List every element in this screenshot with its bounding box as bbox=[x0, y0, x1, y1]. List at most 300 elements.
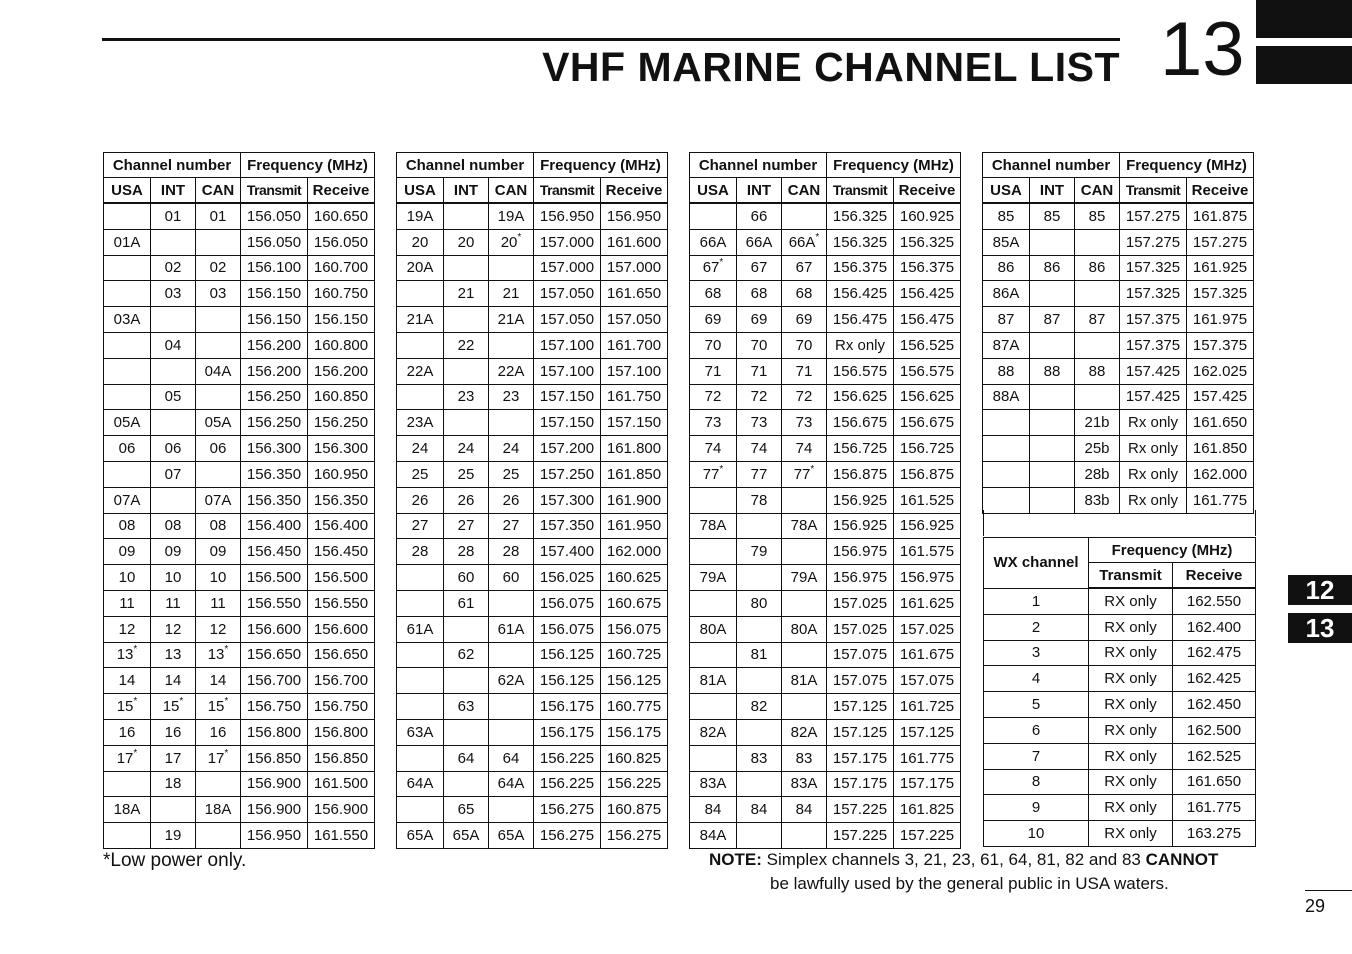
can-cell: 16 bbox=[196, 719, 241, 745]
frequency-header: Frequency (MHz) bbox=[241, 153, 375, 178]
table-row bbox=[984, 692, 1256, 718]
wx-receive-cell: 162.500 bbox=[1173, 717, 1256, 743]
table-row bbox=[397, 745, 668, 771]
table-row bbox=[104, 771, 375, 797]
note-text-line2: be lawfully used by the general public in USA waters. bbox=[770, 874, 1169, 893]
table-row bbox=[104, 487, 375, 513]
can-cell: 83A bbox=[782, 771, 827, 797]
table-row bbox=[690, 590, 961, 616]
can-cell: 62A bbox=[489, 668, 534, 694]
table-row bbox=[397, 436, 668, 462]
transmit-cell: Rx only bbox=[1120, 487, 1187, 513]
receive-cell: 157.225 bbox=[894, 823, 961, 849]
can-cell: 61A bbox=[489, 616, 534, 642]
wx-transmit-cell: RX only bbox=[1089, 743, 1173, 769]
transmit-cell: 157.150 bbox=[534, 410, 601, 436]
receive-cell: 156.125 bbox=[601, 668, 668, 694]
receive-cell: 156.425 bbox=[894, 281, 961, 307]
transmit-cell: 156.225 bbox=[534, 745, 601, 771]
int-cell bbox=[444, 719, 489, 745]
wx-channel-cell: 2 bbox=[984, 614, 1089, 640]
transmit-cell: 156.375 bbox=[827, 255, 894, 281]
table-row bbox=[690, 513, 961, 539]
table-row bbox=[690, 436, 961, 462]
usa-header: USA bbox=[397, 178, 444, 204]
can-cell: 24 bbox=[489, 436, 534, 462]
page-number: 29 bbox=[1305, 896, 1326, 916]
transmit-cell: 157.000 bbox=[534, 229, 601, 255]
can-cell bbox=[196, 307, 241, 333]
note bbox=[709, 848, 1269, 896]
int-cell: 09 bbox=[151, 539, 196, 565]
usa-cell bbox=[690, 487, 737, 513]
receive-cell: 156.600 bbox=[308, 616, 375, 642]
usa-cell: 65A bbox=[397, 823, 444, 849]
wx-transmit-cell: RX only bbox=[1089, 821, 1173, 847]
usa-cell: 73 bbox=[690, 410, 737, 436]
receive-cell: 156.850 bbox=[308, 745, 375, 771]
int-cell bbox=[151, 358, 196, 384]
usa-cell bbox=[397, 642, 444, 668]
int-header: INT bbox=[1030, 178, 1075, 204]
usa-cell: 21A bbox=[397, 307, 444, 333]
table-spacer bbox=[983, 510, 1256, 536]
int-cell bbox=[444, 307, 489, 333]
int-cell: 27 bbox=[444, 513, 489, 539]
receive-cell: 160.950 bbox=[308, 461, 375, 487]
receive-cell: 156.550 bbox=[308, 590, 375, 616]
transmit-cell: 156.325 bbox=[827, 229, 894, 255]
table-row bbox=[983, 358, 1254, 384]
receive-header: Receive bbox=[894, 178, 961, 204]
receive-cell: 161.850 bbox=[1187, 436, 1254, 462]
transmit-cell: 156.700 bbox=[241, 668, 308, 694]
table-row bbox=[983, 461, 1254, 487]
footnote: *Low power only. bbox=[103, 850, 247, 871]
wx-receive-cell: 162.425 bbox=[1173, 666, 1256, 692]
table-row bbox=[104, 797, 375, 823]
usa-cell: 77* bbox=[690, 461, 737, 487]
can-cell bbox=[782, 539, 827, 565]
usa-header: USA bbox=[104, 178, 151, 204]
can-cell: 02 bbox=[196, 255, 241, 281]
int-cell: 66 bbox=[737, 203, 782, 229]
int-cell: 18 bbox=[151, 771, 196, 797]
transmit-cell: 156.800 bbox=[241, 719, 308, 745]
int-cell bbox=[737, 823, 782, 849]
usa-cell: 72 bbox=[690, 384, 737, 410]
table-row bbox=[984, 640, 1256, 666]
transmit-cell: 157.125 bbox=[827, 694, 894, 720]
table-row bbox=[397, 797, 668, 823]
wx-receive-cell: 163.275 bbox=[1173, 821, 1256, 847]
usa-cell: 82A bbox=[690, 719, 737, 745]
wx-channel-cell: 3 bbox=[984, 640, 1089, 666]
int-cell: 24 bbox=[444, 436, 489, 462]
receive-cell: 156.800 bbox=[308, 719, 375, 745]
can-cell: 80A bbox=[782, 616, 827, 642]
int-cell: 84 bbox=[737, 797, 782, 823]
receive-cell: 156.450 bbox=[308, 539, 375, 565]
int-cell: 13 bbox=[151, 642, 196, 668]
usa-cell bbox=[104, 384, 151, 410]
int-cell: 14 bbox=[151, 668, 196, 694]
frequency-header: Frequency (MHz) bbox=[534, 153, 668, 178]
receive-cell: 156.475 bbox=[894, 307, 961, 333]
int-header: INT bbox=[444, 178, 489, 204]
table-row bbox=[690, 616, 961, 642]
can-cell: 06 bbox=[196, 436, 241, 462]
transmit-cell: 156.750 bbox=[241, 694, 308, 720]
transmit-cell: 157.375 bbox=[1120, 307, 1187, 333]
can-cell: 83b bbox=[1075, 487, 1120, 513]
transmit-cell: 156.975 bbox=[827, 539, 894, 565]
receive-cell: 160.925 bbox=[894, 203, 961, 229]
int-cell: 85 bbox=[1030, 203, 1075, 229]
transmit-cell: 157.400 bbox=[534, 539, 601, 565]
can-cell: 70 bbox=[782, 332, 827, 358]
receive-cell: 157.175 bbox=[894, 771, 961, 797]
can-cell bbox=[1075, 332, 1120, 358]
receive-cell: 156.050 bbox=[308, 229, 375, 255]
int-cell: 15* bbox=[151, 694, 196, 720]
usa-cell bbox=[690, 745, 737, 771]
transmit-cell: 156.900 bbox=[241, 797, 308, 823]
transmit-cell: 156.175 bbox=[534, 694, 601, 720]
receive-cell: 161.675 bbox=[894, 642, 961, 668]
usa-cell: 07A bbox=[104, 487, 151, 513]
transmit-cell: 157.275 bbox=[1120, 229, 1187, 255]
receive-cell: 157.375 bbox=[1187, 332, 1254, 358]
receive-cell: 161.750 bbox=[601, 384, 668, 410]
can-cell: 79A bbox=[782, 565, 827, 591]
usa-cell: 71 bbox=[690, 358, 737, 384]
can-cell bbox=[196, 461, 241, 487]
usa-cell: 24 bbox=[397, 436, 444, 462]
table-row bbox=[397, 565, 668, 591]
transmit-cell: 156.150 bbox=[241, 307, 308, 333]
can-cell: 60 bbox=[489, 565, 534, 591]
can-cell bbox=[489, 797, 534, 823]
receive-cell: 156.725 bbox=[894, 436, 961, 462]
table-row bbox=[397, 719, 668, 745]
can-cell: 19A bbox=[489, 203, 534, 229]
receive-cell: 156.975 bbox=[894, 565, 961, 591]
receive-cell: 161.625 bbox=[894, 590, 961, 616]
transmit-cell: 156.300 bbox=[241, 436, 308, 462]
int-cell: 19 bbox=[151, 823, 196, 849]
int-cell bbox=[1030, 384, 1075, 410]
int-cell: 62 bbox=[444, 642, 489, 668]
transmit-cell: 156.400 bbox=[241, 513, 308, 539]
chapter-tab-13[interactable]: 13 bbox=[1288, 613, 1352, 643]
int-cell: 22 bbox=[444, 332, 489, 358]
usa-cell: 11 bbox=[104, 590, 151, 616]
transmit-cell: 156.250 bbox=[241, 410, 308, 436]
int-cell: 73 bbox=[737, 410, 782, 436]
can-cell: 13* bbox=[196, 642, 241, 668]
can-header: CAN bbox=[196, 178, 241, 204]
note-emphasis: CANNOT bbox=[1145, 850, 1219, 869]
table-row bbox=[397, 203, 668, 229]
can-cell: 09 bbox=[196, 539, 241, 565]
transmit-cell: 157.200 bbox=[534, 436, 601, 462]
transmit-cell: 157.025 bbox=[827, 616, 894, 642]
table-row bbox=[983, 307, 1254, 333]
int-cell bbox=[151, 797, 196, 823]
int-cell bbox=[737, 719, 782, 745]
receive-cell: 162.025 bbox=[1187, 358, 1254, 384]
receive-header: Receive bbox=[308, 178, 375, 204]
receive-cell: 162.000 bbox=[601, 539, 668, 565]
receive-cell: 160.825 bbox=[601, 745, 668, 771]
can-cell: 82A bbox=[782, 719, 827, 745]
table-row bbox=[104, 410, 375, 436]
transmit-cell: 156.475 bbox=[827, 307, 894, 333]
can-cell: 01 bbox=[196, 203, 241, 229]
receive-cell: 161.525 bbox=[894, 487, 961, 513]
receive-cell: 156.950 bbox=[601, 203, 668, 229]
usa-cell bbox=[397, 565, 444, 591]
table-row bbox=[983, 229, 1254, 255]
receive-cell: 160.875 bbox=[601, 797, 668, 823]
channel-number-header: Channel number bbox=[983, 153, 1120, 178]
int-cell: 78 bbox=[737, 487, 782, 513]
can-cell: 77* bbox=[782, 461, 827, 487]
transmit-cell: 156.275 bbox=[534, 797, 601, 823]
receive-cell: 156.350 bbox=[308, 487, 375, 513]
table-row bbox=[690, 642, 961, 668]
table-row bbox=[690, 281, 961, 307]
table-row bbox=[104, 332, 375, 358]
receive-cell: 157.050 bbox=[601, 307, 668, 333]
table-row bbox=[690, 384, 961, 410]
can-cell bbox=[196, 823, 241, 849]
receive-cell: 156.400 bbox=[308, 513, 375, 539]
receive-cell: 156.700 bbox=[308, 668, 375, 694]
channel-table-4 bbox=[982, 152, 1254, 514]
usa-cell bbox=[104, 203, 151, 229]
chapter-marker-bar bbox=[1256, 46, 1352, 84]
can-cell: 12 bbox=[196, 616, 241, 642]
usa-cell bbox=[104, 255, 151, 281]
table-row bbox=[397, 255, 668, 281]
table-row bbox=[984, 743, 1256, 769]
usa-cell bbox=[397, 797, 444, 823]
can-cell bbox=[1075, 281, 1120, 307]
transmit-cell: 156.350 bbox=[241, 487, 308, 513]
table-row bbox=[397, 358, 668, 384]
int-cell bbox=[151, 487, 196, 513]
table-row bbox=[690, 797, 961, 823]
usa-cell: 64A bbox=[397, 771, 444, 797]
int-cell bbox=[1030, 461, 1075, 487]
table-row bbox=[104, 616, 375, 642]
usa-cell bbox=[983, 410, 1030, 436]
can-cell: 08 bbox=[196, 513, 241, 539]
receive-cell: 161.975 bbox=[1187, 307, 1254, 333]
table-row bbox=[397, 487, 668, 513]
wx-channel-cell: 5 bbox=[984, 692, 1089, 718]
receive-cell: 156.650 bbox=[308, 642, 375, 668]
receive-cell: 156.900 bbox=[308, 797, 375, 823]
table-row bbox=[397, 332, 668, 358]
table-row bbox=[984, 821, 1256, 847]
can-cell: 11 bbox=[196, 590, 241, 616]
wx-transmit-cell: RX only bbox=[1089, 692, 1173, 718]
can-cell: 28b bbox=[1075, 461, 1120, 487]
receive-cell: 157.275 bbox=[1187, 229, 1254, 255]
usa-cell: 08 bbox=[104, 513, 151, 539]
wx-transmit-cell: RX only bbox=[1089, 588, 1173, 614]
receive-cell: 160.800 bbox=[308, 332, 375, 358]
table-row bbox=[397, 642, 668, 668]
header-rule bbox=[102, 38, 1120, 41]
transmit-cell: 156.450 bbox=[241, 539, 308, 565]
transmit-cell: 157.075 bbox=[827, 668, 894, 694]
receive-cell: 156.750 bbox=[308, 694, 375, 720]
can-cell: 27 bbox=[489, 513, 534, 539]
usa-cell: 66A bbox=[690, 229, 737, 255]
can-cell: 21A bbox=[489, 307, 534, 333]
usa-cell: 14 bbox=[104, 668, 151, 694]
wx-channel-cell: 6 bbox=[984, 717, 1089, 743]
receive-cell: 161.925 bbox=[1187, 255, 1254, 281]
wx-transmit-cell: RX only bbox=[1089, 666, 1173, 692]
int-cell: 86 bbox=[1030, 255, 1075, 281]
receive-cell: 157.000 bbox=[601, 255, 668, 281]
can-cell: 73 bbox=[782, 410, 827, 436]
usa-cell: 19A bbox=[397, 203, 444, 229]
usa-cell: 20 bbox=[397, 229, 444, 255]
table-row bbox=[984, 769, 1256, 795]
channel-table-1 bbox=[103, 152, 375, 849]
wx-channel-header: WX channel bbox=[984, 538, 1089, 589]
usa-cell: 85A bbox=[983, 229, 1030, 255]
transmit-cell: Rx only bbox=[1120, 461, 1187, 487]
table-row bbox=[983, 281, 1254, 307]
wx-receive-cell: 161.775 bbox=[1173, 795, 1256, 821]
int-cell bbox=[1030, 229, 1075, 255]
wx-receive-header: Receive bbox=[1173, 563, 1256, 589]
table-row bbox=[983, 384, 1254, 410]
can-header: CAN bbox=[1075, 178, 1120, 204]
transmit-cell: 157.425 bbox=[1120, 384, 1187, 410]
receive-cell: 161.875 bbox=[1187, 203, 1254, 229]
wx-transmit-cell: RX only bbox=[1089, 640, 1173, 666]
int-cell: 65A bbox=[444, 823, 489, 849]
transmit-cell: 156.250 bbox=[241, 384, 308, 410]
usa-cell bbox=[104, 358, 151, 384]
can-cell: 86 bbox=[1075, 255, 1120, 281]
receive-cell: 157.075 bbox=[894, 668, 961, 694]
table-row bbox=[397, 668, 668, 694]
usa-cell: 13* bbox=[104, 642, 151, 668]
channel-number-header: Channel number bbox=[397, 153, 534, 178]
can-cell bbox=[196, 229, 241, 255]
transmit-cell: 157.175 bbox=[827, 771, 894, 797]
receive-cell: 160.700 bbox=[308, 255, 375, 281]
usa-cell bbox=[104, 823, 151, 849]
table-row bbox=[104, 229, 375, 255]
transmit-header: Transmit bbox=[534, 178, 601, 204]
usa-cell: 68 bbox=[690, 281, 737, 307]
receive-cell: 160.625 bbox=[601, 565, 668, 591]
transmit-cell: 157.250 bbox=[534, 461, 601, 487]
usa-cell: 05A bbox=[104, 410, 151, 436]
can-cell: 17* bbox=[196, 745, 241, 771]
can-cell: 21b bbox=[1075, 410, 1120, 436]
int-cell bbox=[444, 255, 489, 281]
table-row bbox=[104, 307, 375, 333]
usa-cell: 28 bbox=[397, 539, 444, 565]
usa-cell: 80A bbox=[690, 616, 737, 642]
transmit-cell: 157.300 bbox=[534, 487, 601, 513]
receive-cell: 156.200 bbox=[308, 358, 375, 384]
int-cell bbox=[444, 771, 489, 797]
table-row bbox=[397, 461, 668, 487]
can-cell bbox=[782, 694, 827, 720]
usa-cell bbox=[397, 281, 444, 307]
chapter-tab-12[interactable]: 12 bbox=[1288, 575, 1352, 605]
note-text: Simplex channels 3, 21, 23, 61, 64, 81, 82 and 83 bbox=[761, 850, 1146, 869]
transmit-cell: 156.050 bbox=[241, 229, 308, 255]
transmit-cell: 157.125 bbox=[827, 719, 894, 745]
int-cell bbox=[444, 668, 489, 694]
can-cell bbox=[489, 332, 534, 358]
can-cell bbox=[489, 590, 534, 616]
int-cell: 12 bbox=[151, 616, 196, 642]
can-cell: 69 bbox=[782, 307, 827, 333]
usa-cell: 27 bbox=[397, 513, 444, 539]
table-row bbox=[104, 668, 375, 694]
table-row bbox=[104, 461, 375, 487]
usa-cell bbox=[104, 332, 151, 358]
transmit-cell: Rx only bbox=[1120, 436, 1187, 462]
wx-frequency-header: Frequency (MHz) bbox=[1089, 538, 1256, 563]
usa-cell: 86A bbox=[983, 281, 1030, 307]
transmit-cell: 156.600 bbox=[241, 616, 308, 642]
usa-cell: 12 bbox=[104, 616, 151, 642]
transmit-cell: 156.425 bbox=[827, 281, 894, 307]
int-cell: 10 bbox=[151, 565, 196, 591]
transmit-cell: 157.175 bbox=[827, 745, 894, 771]
table-row bbox=[104, 384, 375, 410]
receive-cell: 160.650 bbox=[308, 203, 375, 229]
int-cell: 64 bbox=[444, 745, 489, 771]
table-row bbox=[104, 203, 375, 229]
can-cell: 05A bbox=[196, 410, 241, 436]
int-cell: 71 bbox=[737, 358, 782, 384]
usa-cell bbox=[397, 668, 444, 694]
table-row bbox=[690, 255, 961, 281]
receive-cell: 156.575 bbox=[894, 358, 961, 384]
transmit-cell: 156.625 bbox=[827, 384, 894, 410]
page-number-rule bbox=[1305, 890, 1352, 891]
channel-table-3 bbox=[689, 152, 961, 849]
can-cell: 23 bbox=[489, 384, 534, 410]
can-cell: 88 bbox=[1075, 358, 1120, 384]
receive-cell: 157.125 bbox=[894, 719, 961, 745]
transmit-cell: 156.025 bbox=[534, 565, 601, 591]
can-cell: 20* bbox=[489, 229, 534, 255]
transmit-header: Transmit bbox=[241, 178, 308, 204]
usa-cell: 67* bbox=[690, 255, 737, 281]
usa-cell bbox=[397, 384, 444, 410]
receive-cell: 156.300 bbox=[308, 436, 375, 462]
usa-cell bbox=[983, 461, 1030, 487]
int-cell bbox=[737, 668, 782, 694]
